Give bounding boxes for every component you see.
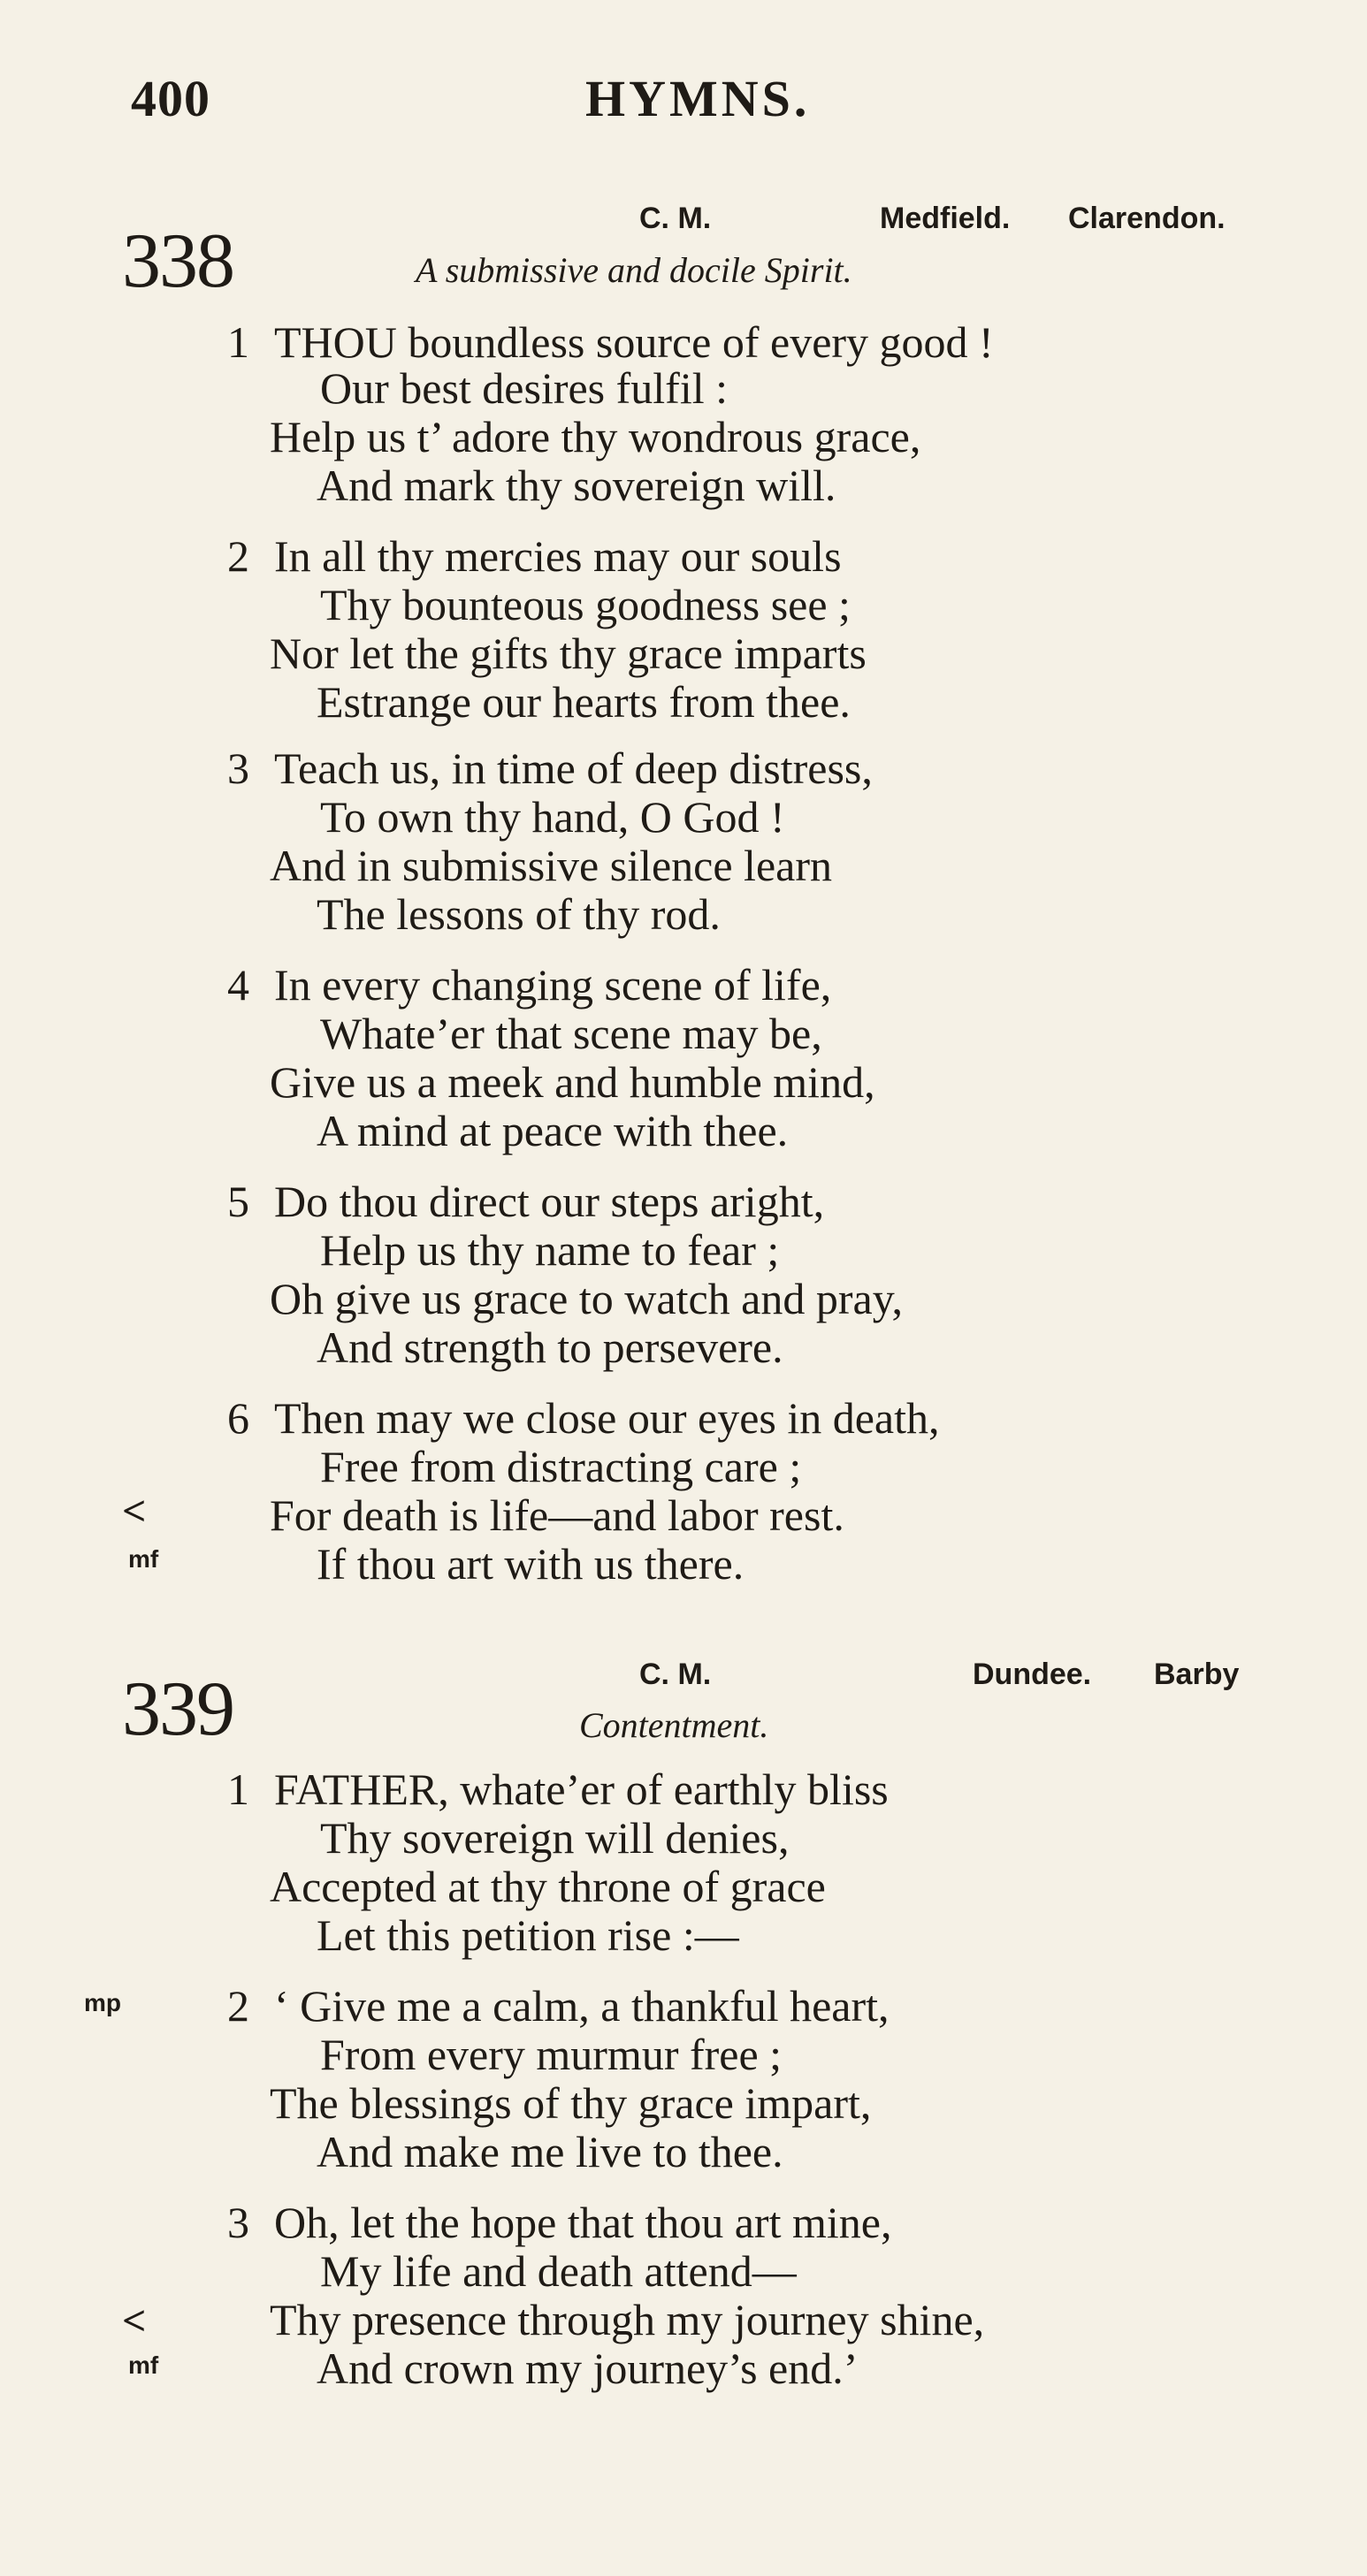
verse-line: Help us t’ adore thy wondrous grace, (270, 412, 921, 461)
verse-line: Free from distracting care ; (320, 1442, 802, 1491)
verse-number: 1 (227, 317, 249, 367)
dynamic-mf: mf (128, 2351, 159, 2379)
verse-line: Thy bounteous goodness see ; (320, 580, 851, 629)
verse-line: A mind at peace with thee. (317, 1106, 789, 1155)
verse-line: In all thy mercies may our souls (274, 531, 842, 581)
verse-number: 2 (227, 531, 249, 581)
verse-number: 4 (227, 960, 249, 1010)
verse-line: And crown my journey’s end.’ (317, 2344, 859, 2393)
meter: C. M. (639, 1658, 712, 1691)
verse-line: The lessons of thy rod. (317, 889, 721, 939)
verse-line: If thou art with us there. (317, 1539, 745, 1589)
verse-line: Help us thy name to fear ; (320, 1225, 780, 1275)
verse-line: For death is life—and labor rest. (270, 1490, 844, 1540)
verse-line: THOU boundless source of every good ! (274, 317, 994, 367)
verse-number: 3 (227, 2198, 249, 2247)
verse-line: Accepted at thy throne of grace (270, 1862, 826, 1911)
page-number: 400 (131, 70, 210, 127)
page-title: HYMNS. (585, 70, 811, 127)
verse-line: Teach us, in time of deep distress, (274, 743, 873, 793)
verse-line: Oh give us grace to watch and pray, (270, 1274, 903, 1323)
tune-name: Medfield. (880, 202, 1011, 235)
verse-line: Estrange our hearts from thee. (317, 677, 851, 727)
verse-line: To own thy hand, O God ! (320, 792, 785, 842)
tune-name: Barby (1154, 1658, 1240, 1691)
verse-number: 2 (227, 1981, 249, 2031)
verse-line: Thy presence through my journey shine, (270, 2295, 985, 2344)
dynamic-mp: mp (84, 1989, 121, 2016)
verse-line: And in submissive silence learn (270, 841, 832, 890)
crescendo-mark: < (122, 1488, 147, 1535)
verse-line: Then may we close our eyes in death, (274, 1393, 940, 1443)
tune-name: Dundee. (973, 1658, 1092, 1691)
verse-line: Do thou direct our steps aright, (274, 1177, 825, 1226)
verse-line: Let this petition rise :— (317, 1910, 739, 1960)
verse-line: Whate’er that scene may be, (320, 1009, 822, 1058)
verse-number: 3 (227, 743, 249, 793)
crescendo-mark: < (122, 2298, 147, 2344)
hymn-number: 338 (122, 218, 233, 304)
verse-line: Our best desires fulfil : (320, 363, 729, 413)
hymn-number: 339 (122, 1666, 233, 1752)
hymn-subtitle: A submissive and docile Spirit. (416, 250, 852, 290)
verse-line: Give us a meek and humble mind, (270, 1057, 875, 1107)
verse-line: The blessings of thy grace impart, (270, 2078, 872, 2128)
verse-number: 1 (227, 1764, 249, 1814)
tune-name: Clarendon. (1068, 202, 1226, 235)
verse-line: And make me live to thee. (317, 2127, 783, 2176)
verse-line: Oh, let the hope that thou art mine, (274, 2198, 892, 2247)
verse-line: From every murmur free ; (320, 2030, 783, 2079)
hymn-subtitle: Contentment. (579, 1705, 769, 1745)
verse-line: And mark thy sovereign will. (317, 461, 836, 510)
verse-number: 6 (227, 1393, 249, 1443)
dynamic-mf: mf (128, 1545, 159, 1573)
verse-number: 5 (227, 1177, 249, 1226)
verse-line: FATHER, whate’er of earthly bliss (274, 1764, 889, 1814)
verse-line: My life and death attend— (320, 2246, 797, 2296)
verse-line: And strength to persevere. (317, 1322, 783, 1372)
verse-line: In every changing scene of life, (274, 960, 832, 1010)
verse-line: Nor let the gifts thy grace imparts (270, 629, 867, 678)
verse-line: Thy sovereign will denies, (320, 1813, 790, 1863)
verse-line: ‘ Give me a calm, a thankful heart, (274, 1981, 890, 2031)
meter: C. M. (639, 202, 712, 235)
